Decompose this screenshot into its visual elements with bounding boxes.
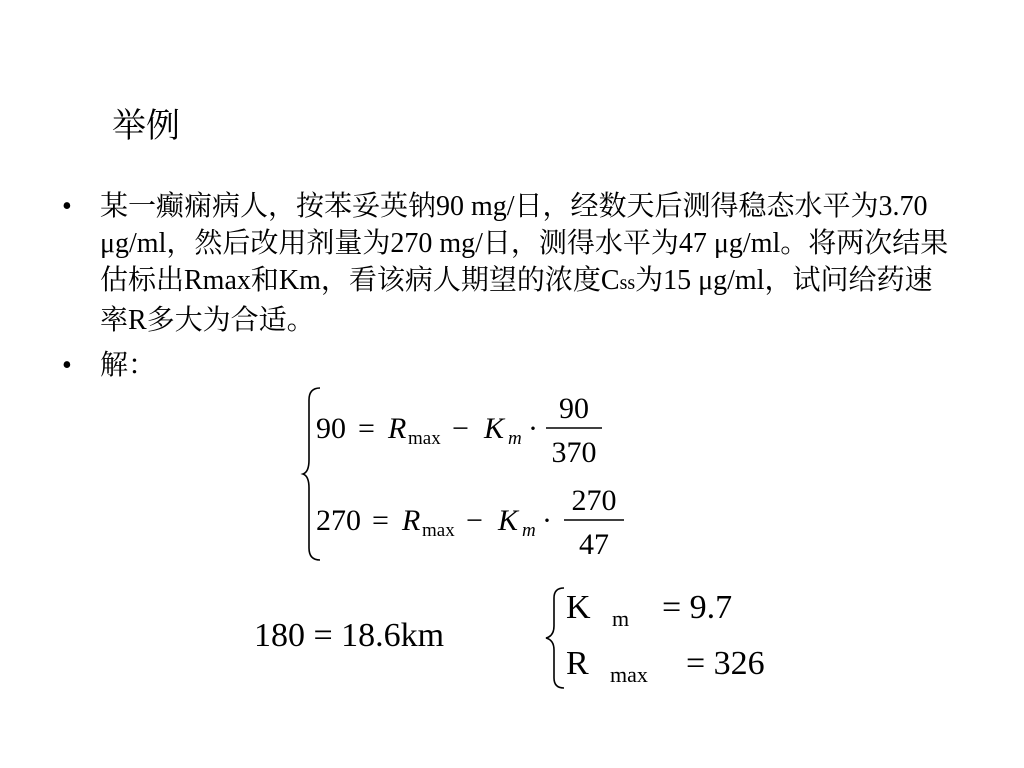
eq1-R: R — [388, 412, 407, 445]
eq2-numerator: 270 — [571, 484, 617, 517]
eq2-R-sub: max — [422, 520, 455, 541]
eq2-dot: · — [542, 504, 552, 537]
row1-var: K — [566, 589, 591, 626]
row1-value: = 9.7 — [662, 589, 733, 626]
equation-system-1 — [300, 384, 640, 564]
eq1-equals: = — [358, 412, 375, 445]
equation-system-2 — [250, 584, 830, 694]
bullet-list — [62, 188, 962, 384]
slide-title: 举例 — [112, 106, 180, 146]
eq1-denominator: 370 — [551, 436, 597, 469]
solution-label: 解： — [100, 350, 157, 381]
eq1-R-sub: max — [408, 428, 441, 449]
bullet-solution — [62, 347, 962, 384]
eq2-K-sub: m — [522, 520, 536, 541]
bullet-marker: • — [62, 191, 72, 222]
eq2-R: R — [402, 504, 421, 537]
bullet-problem — [62, 188, 950, 339]
row2-var: R — [566, 645, 589, 682]
left-brace — [546, 588, 564, 688]
problem-text-tail: 为15 μg/ml，试问给药速率R多大为合适。 — [100, 265, 933, 336]
eq2-lhs: 270 — [316, 504, 361, 537]
bullet-marker: • — [62, 350, 72, 381]
eq2-denominator: 47 — [579, 528, 609, 561]
eq1-dot: · — [528, 412, 538, 445]
eq2-minus: − — [466, 504, 483, 537]
problem-text-main: 某一癫痫病人，按苯妥英钠90 mg/日，经数天后测得稳态水平为3.70 μg/ml，然后改用剂量为270 mg/日，测得水平为47 μg/ml。将两次结果估标出Rmax和Km，看该病人期望的浓度C — [100, 191, 949, 296]
eq1-minus: − — [452, 412, 469, 445]
eq1-numerator: 90 — [559, 392, 589, 425]
row1-sub: m — [612, 606, 630, 631]
row2-value: = 326 — [686, 645, 765, 682]
eq1-K-sub: m — [508, 428, 522, 449]
eq2-K: K — [498, 504, 519, 537]
css-subscript: ss — [619, 272, 636, 294]
system2-lhs: 180 = 18.6km — [254, 617, 445, 654]
eq2-equals: = — [372, 504, 389, 537]
problem-text — [100, 191, 948, 336]
eq1-K: K — [484, 412, 505, 445]
eq1-lhs: 90 — [316, 412, 346, 445]
row2-sub: max — [610, 662, 648, 687]
